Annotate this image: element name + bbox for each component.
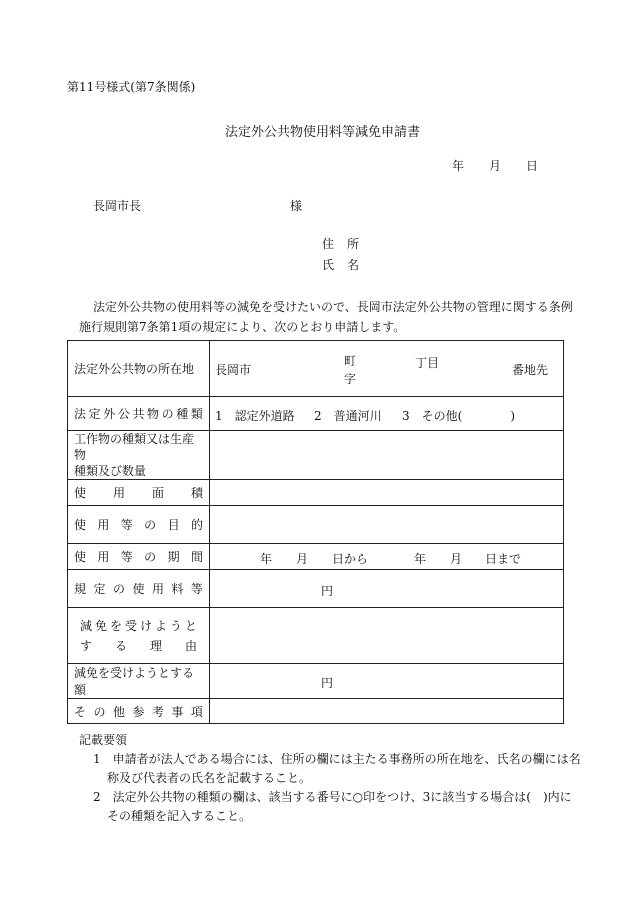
notes-heading: 記載要領 <box>79 733 128 747</box>
row-structure <box>68 431 564 480</box>
name-label-2: 名 <box>347 258 360 272</box>
period-to-year: 年 <box>414 552 427 566</box>
name-label-1: 氏 <box>322 258 335 272</box>
type-option-3[interactable]: 3 その他( ) <box>402 409 515 423</box>
reason-field[interactable] <box>210 608 564 664</box>
row-fee <box>68 570 564 608</box>
honorific: 様 <box>290 199 303 213</box>
row-other <box>68 699 564 724</box>
row-area <box>68 480 564 506</box>
type-field[interactable] <box>210 397 564 431</box>
period-from-day: 日から <box>332 552 369 566</box>
location-field[interactable] <box>210 341 564 397</box>
area-field[interactable] <box>210 480 564 506</box>
exempt-label: 減免を受けようとする額 <box>74 666 195 697</box>
area-label: 使 用 面 積 <box>74 486 203 500</box>
date-month-label: 月 <box>489 159 502 173</box>
page-title: 法定外公共物使用料等減免申請書 <box>225 125 421 140</box>
row-period <box>68 544 564 570</box>
application-table <box>67 340 564 724</box>
fee-field[interactable] <box>210 570 564 608</box>
other-label: そ の 他 参 考 事 項 <box>74 704 203 719</box>
location-banchi: 番地先 <box>512 363 549 377</box>
location-city: 長岡市 <box>215 363 252 377</box>
form-number: 第11号様式(第7条関係) <box>67 80 196 94</box>
exempt-yen: 円 <box>321 676 334 690</box>
note-1-line-1: 1 申請者が法人である場合には、住所の欄には主たる事務所の所在地を、氏名の欄には名 <box>93 752 581 766</box>
addressee: 長岡市長 <box>93 199 142 213</box>
type-option-1[interactable]: 1 認定外道路 <box>215 409 295 423</box>
location-machi: 町 <box>344 354 357 368</box>
date-day-label: 日 <box>526 159 539 173</box>
note-2-line-1: 2 法定外公共物の種類の欄は、該当する番号に○印をつけ、3に該当する場合は( )内に <box>93 790 572 804</box>
row-location <box>68 341 564 397</box>
type-label: 法 定 外 公 共 物 の 種 類 <box>74 407 203 421</box>
fee-label: 規 定 の 使 用 料 等 <box>74 582 203 596</box>
exempt-field[interactable] <box>210 664 564 699</box>
location-aza: 字 <box>344 372 357 386</box>
intro-line-1: 法定外公共物の使用料等の減免を受けたいので、長岡市法定外公共物の管理に関する条例 <box>93 300 573 314</box>
structure-field[interactable] <box>210 431 564 480</box>
period-label: 使 用 等 の 期 間 <box>74 550 203 564</box>
location-chome: 丁目 <box>415 356 440 370</box>
address-label-2: 所 <box>347 237 360 251</box>
row-exempt <box>68 664 564 699</box>
purpose-field[interactable] <box>210 506 564 544</box>
structure-label: 工作物の種類又は生産物 種類及び数量 <box>74 432 195 478</box>
period-from-year: 年 <box>260 552 273 566</box>
period-to-month: 月 <box>450 552 463 566</box>
note-2-line-2: その種類を記入すること。 <box>107 809 252 823</box>
row-reason <box>68 608 564 664</box>
period-to-day: 日まで <box>485 552 522 566</box>
other-field[interactable] <box>210 699 564 724</box>
row-purpose <box>68 506 564 544</box>
address-label-1: 住 <box>322 237 335 251</box>
period-from-month: 月 <box>296 552 309 566</box>
location-label: 法定外公共物の所在地 <box>74 362 195 376</box>
fee-yen: 円 <box>321 584 334 598</box>
period-field[interactable] <box>210 544 564 570</box>
note-1-line-2: 称及び代表者の氏名を記載すること。 <box>107 771 312 785</box>
date-year-label: 年 <box>452 159 465 173</box>
type-option-2[interactable]: 2 普通河川 <box>314 409 382 423</box>
intro-line-2: 施行規則第7条第1項の規定により、次のとおり申請します。 <box>79 320 406 334</box>
row-type <box>68 397 564 431</box>
purpose-label: 使 用 等 の 目 的 <box>74 518 203 532</box>
reason-label: 減 免 を 受 け よ う と す る 理 由 <box>80 618 197 653</box>
